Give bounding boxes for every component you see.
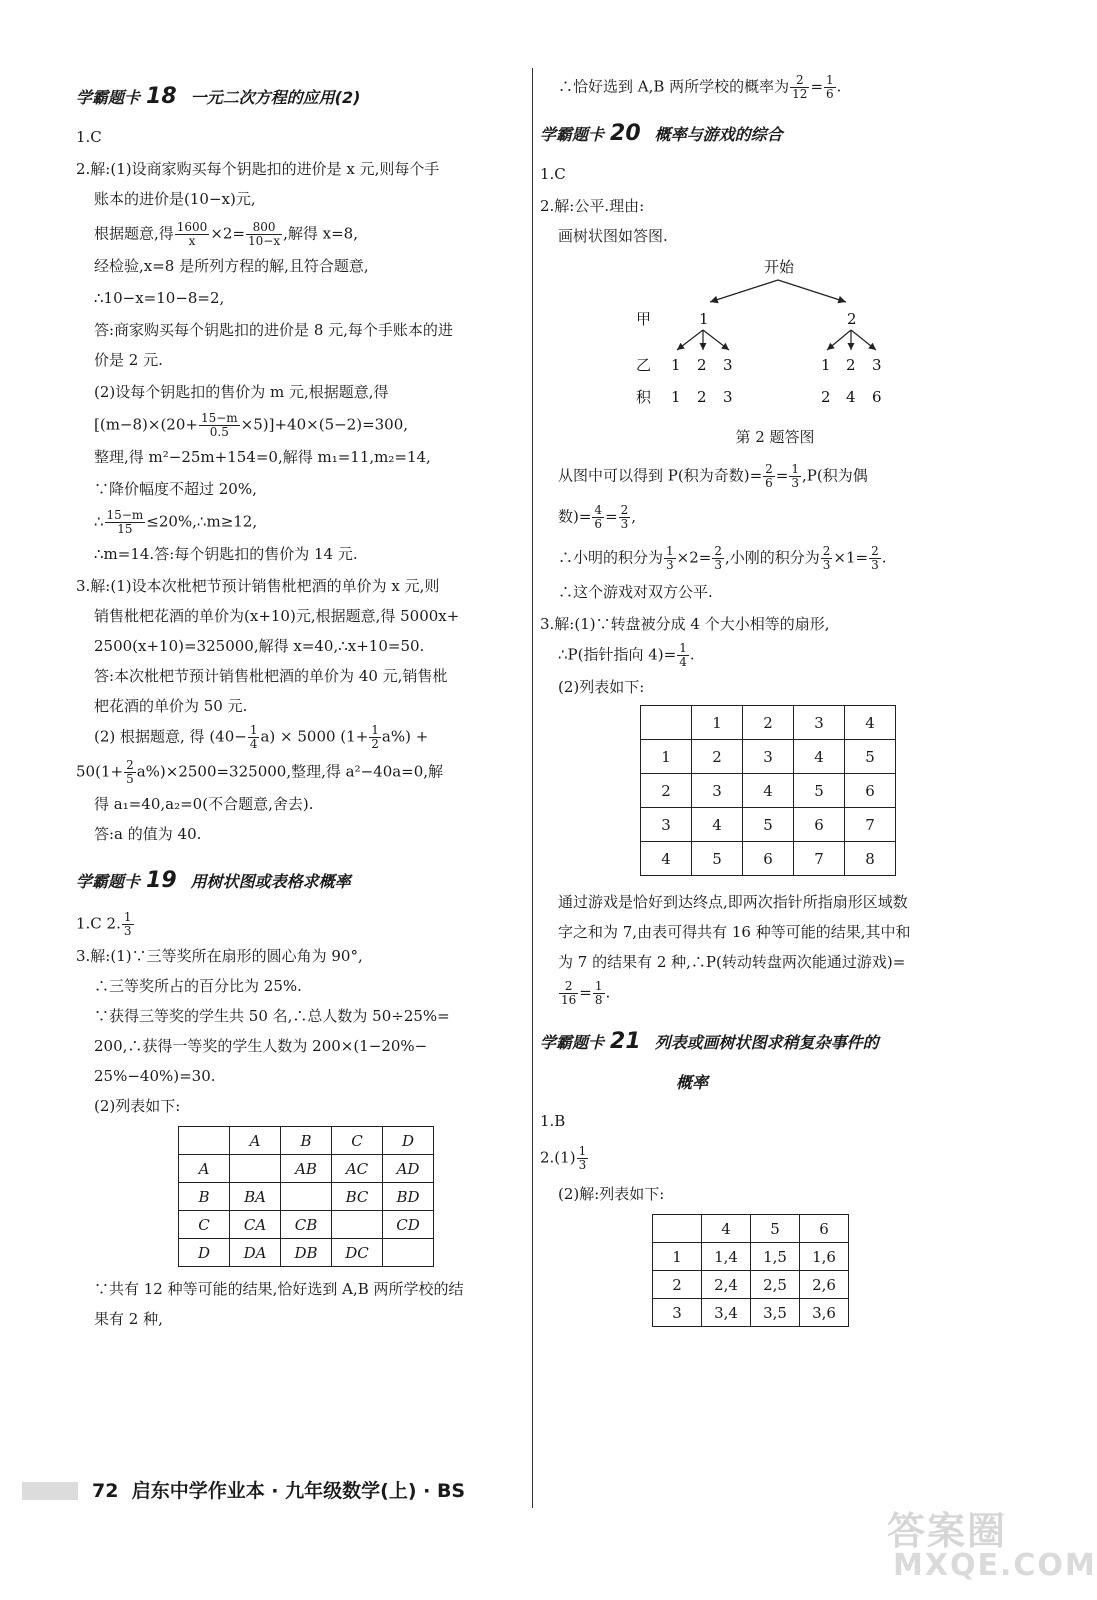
fraction: $\frac{2}{12}$ [792, 73, 808, 101]
answer-line: 经检验,x=8 是所列方程的解,且符合题意, [94, 257, 369, 275]
answer-line: ∴恰好选到 A,B 两所学校的概率为 $\frac{2}{12}$ = $\frac{1}{6}$ . [558, 73, 842, 101]
table-cell: 3,4 [702, 1299, 751, 1327]
table-cell: 6 [800, 1215, 849, 1243]
table-cell [230, 1155, 281, 1183]
table-cell: 2,5 [751, 1271, 800, 1299]
table-cell: B [179, 1183, 230, 1211]
section-18-heading: 学霸题卡 18 一元二次方程的应用(2) [76, 84, 361, 109]
table-cell: 4 [743, 774, 794, 808]
tree-row-label-jia: 甲 [636, 310, 652, 328]
table-cell: AC [332, 1155, 383, 1183]
tree-node-yi: 2 [846, 356, 856, 374]
answer-line: ∴这个游戏对双方公平. [558, 583, 713, 601]
column-divider [532, 68, 533, 1508]
answer-line: ∴P(指针指向 4)= $\frac{1}{4}$ . [558, 641, 695, 669]
fraction: $\frac{2}{3}$ [822, 544, 831, 572]
tree-start-label: 开始 [764, 258, 795, 276]
answer-line: 整理,得 m²−25m+154=0,解得 m₁=11,m₂=14, [94, 448, 431, 466]
figure-caption: 第 2 题答图 [735, 428, 815, 446]
fraction: $\frac{1}{8}$ [594, 979, 603, 1007]
fraction: $\frac{1}{3}$ [791, 462, 799, 490]
fraction: $\frac{4}{6}$ [594, 503, 603, 531]
answer-line: 1.C [540, 165, 566, 183]
fraction: $\frac{15-m}{0.5}$ [200, 411, 238, 439]
table-cell: B [281, 1127, 332, 1155]
answer-line: (2)列表如下: [558, 678, 645, 696]
fraction: $\frac{1}{6}$ [826, 73, 834, 101]
answer-line: [(m−8)×(20+ $\frac{15-m}{0.5}$ ×5)]+40×(5−2)=300, [94, 411, 409, 439]
table-row [179, 1155, 434, 1183]
fraction: $\frac{1}{3}$ [666, 544, 674, 572]
answer-line: 杷花酒的单价为 50 元. [94, 697, 248, 715]
tree-node-yi: 3 [872, 356, 882, 374]
table-row [653, 1215, 849, 1243]
table-row [641, 774, 896, 808]
table-row [179, 1211, 434, 1239]
page-number: 72 [92, 1480, 119, 1502]
answer-line: 答:本次枇杷节预计销售枇杷酒的单价为 40 元,销售枇 [94, 667, 448, 685]
answer-line: ∵获得三等奖的学生共 50 名,∴总人数为 50÷25%= [94, 1007, 450, 1025]
left-column [76, 70, 528, 1329]
table-cell: BC [332, 1183, 383, 1211]
table-cell [281, 1183, 332, 1211]
tree-product: 2 [697, 388, 707, 406]
table-cell: 2 [692, 740, 743, 774]
table-cell: 1,5 [751, 1243, 800, 1271]
pair-table [652, 1214, 849, 1327]
answer-line: 1.B [540, 1112, 566, 1130]
table-row [641, 842, 896, 876]
table-cell: 8 [845, 842, 896, 876]
answer-line: ∴三等奖所占的百分比为 25%. [94, 977, 302, 995]
answer-line: 答:a 的值为 40. [94, 825, 202, 843]
answer-line: 得 a₁=40,a₂=0(不合题意,舍去). [94, 795, 314, 813]
table-row [641, 808, 896, 842]
answer-line: 字之和为 7,由表可得共有 16 种等可能的结果,其中和 [558, 923, 911, 941]
answer-line: (2) 根据题意, 得 (40− $\frac{1}{4}$ a) × 5000 (1+ $\frac{1}{2}$ a%) + [94, 723, 429, 751]
answer-line: 200,∴获得一等奖的学生人数为 200×(1−20%− [94, 1037, 428, 1055]
table-cell: CA [230, 1211, 281, 1239]
answer-line: 3.解:(1)设本次枇杷节预计销售枇杷酒的单价为 x 元,则 [76, 577, 440, 595]
answer-line: ∴10−x=10−8=2, [94, 289, 225, 307]
tree-node-yi: 1 [671, 356, 681, 374]
table-cell: 3,5 [751, 1299, 800, 1327]
answer-line: 3.解:(1)∵三等奖所在扇形的圆心角为 90°, [76, 947, 363, 965]
table-cell: 1 [692, 706, 743, 740]
table-cell: A [230, 1127, 281, 1155]
table-cell: 5 [743, 808, 794, 842]
table-cell: 4 [794, 740, 845, 774]
answer-line: 为 7 的结果有 2 种,∴P(转动转盘两次能通过游戏)= [558, 953, 906, 971]
watermark-line2: MXQE.COM [893, 1548, 1097, 1583]
table-cell: BD [383, 1183, 434, 1211]
answer-line: ∵共有 12 种等可能的结果,恰好选到 A,B 两所学校的结 [94, 1280, 464, 1298]
sum-table [640, 705, 896, 876]
fraction: $\frac{2}{6}$ [765, 462, 773, 490]
footer-bar [22, 1482, 78, 1500]
table-row [653, 1243, 849, 1271]
answer-line: 答:商家购买每个钥匙扣的进价是 8 元,每个手账本的进 [94, 321, 453, 339]
table-cell: 5 [692, 842, 743, 876]
table-row [641, 706, 896, 740]
table-cell: 3,6 [800, 1299, 849, 1327]
table-cell: 6 [794, 808, 845, 842]
table-cell: CD [383, 1211, 434, 1239]
answer-line: 25%−40%)=30. [94, 1067, 216, 1085]
answer-line: 2.(1) $\frac{1}{3}$ [540, 1144, 587, 1172]
table-cell: 3 [653, 1299, 702, 1327]
answer-line: 2.解:公平.理由: [540, 197, 645, 215]
answer-line: $\frac{2}{16}$ = $\frac{1}{8}$ . [561, 979, 611, 1007]
table-cell: 6 [845, 774, 896, 808]
fraction: $\frac{1}{2}$ [371, 723, 379, 751]
table-cell: 2 [641, 774, 692, 808]
answer-line: 2500(x+10)=325000,解得 x=40,∴x+10=50. [94, 637, 425, 655]
table-cell [179, 1127, 230, 1155]
table-cell: 7 [845, 808, 896, 842]
answer-line: ∴小明的积分为 $\frac{1}{3}$ ×2= $\frac{2}{3}$ ,小刚的积分为 $\frac{2}{3}$ ×1= $\frac{2}{3}$ . [558, 544, 887, 572]
fraction: $\frac{15-m}{15}$ [106, 508, 144, 536]
table-cell: CB [281, 1211, 332, 1239]
tree-node-jia-2: 2 [847, 310, 857, 328]
answer-line: ∵降价幅度不超过 20%, [94, 480, 257, 498]
table-cell: 2,6 [800, 1271, 849, 1299]
table-cell: 1 [641, 740, 692, 774]
tree-product: 1 [671, 388, 681, 406]
answer-line: 1.C 2. $\frac{1}{3}$ [76, 910, 132, 938]
answer-line: 果有 2 种, [94, 1310, 163, 1328]
answer-line: 2.解:(1)设商家购买每个钥匙扣的进价是 x 元,则每个手 [76, 160, 440, 178]
table-cell: DB [281, 1239, 332, 1267]
table-cell: DA [230, 1239, 281, 1267]
tree-node-yi: 1 [821, 356, 831, 374]
book-title: 启东中学作业本 · 九年级数学(上) · BS [131, 1480, 466, 1502]
fraction: $\frac{1600}{x}$ [176, 220, 208, 248]
school-pair-table [178, 1126, 434, 1267]
answer-line: 3.解:(1)∵转盘被分成 4 个大小相等的扇形, [540, 615, 830, 633]
table-cell: AD [383, 1155, 434, 1183]
tree-node-yi: 3 [723, 356, 733, 374]
table-cell [383, 1239, 434, 1267]
table-cell: 4 [692, 808, 743, 842]
fraction: $\frac{1}{3}$ [578, 1144, 587, 1172]
table-cell: 4 [845, 706, 896, 740]
table-cell: D [383, 1127, 434, 1155]
table-row [179, 1239, 434, 1267]
table-cell [332, 1211, 383, 1239]
fraction: $\frac{800}{10-x}$ [248, 220, 281, 248]
table-row [179, 1127, 434, 1155]
answer-line: 销售枇杷花酒的单价为(x+10)元,根据题意,得 5000x+ [94, 607, 460, 625]
table-cell: 5 [751, 1215, 800, 1243]
watermark [857, 1500, 1097, 1592]
answer-line: (2)设每个钥匙扣的售价为 m 元,根据题意,得 [94, 383, 389, 401]
table-cell: 4 [702, 1215, 751, 1243]
tree-row-label-yi: 乙 [636, 356, 652, 374]
fraction: $\frac{1}{4}$ [249, 723, 258, 751]
table-cell: AB [281, 1155, 332, 1183]
table-row [641, 740, 896, 774]
tree-product: 6 [872, 388, 882, 406]
table-row [179, 1183, 434, 1211]
fraction: $\frac{1}{4}$ [679, 641, 687, 669]
table-cell: 1,6 [800, 1243, 849, 1271]
answer-line: (2)解:列表如下: [558, 1185, 665, 1203]
tree-diagram [540, 252, 1010, 412]
table-cell: 5 [845, 740, 896, 774]
answer-line: 价是 2 元. [94, 351, 163, 369]
answer-line: ∴ $\frac{15-m}{15}$ ≤20%,∴m≥12, [94, 508, 258, 536]
table-row [653, 1271, 849, 1299]
fraction: $\frac{2}{3}$ [871, 544, 879, 572]
table-cell: D [179, 1239, 230, 1267]
answer-line: (2)列表如下: [94, 1097, 181, 1115]
section-21-heading-cont: 概率 [676, 1073, 709, 1092]
table-cell: 3 [794, 706, 845, 740]
fraction: $\frac{2}{3}$ [714, 544, 722, 572]
table-cell: 6 [743, 842, 794, 876]
answer-line: 从图中可以得到 P(积为奇数)= $\frac{2}{6}$ = $\frac{1}{3}$ ,P(积为偶 [558, 462, 868, 490]
table-cell: 5 [794, 774, 845, 808]
answer-line: 账本的进价是(10−x)元, [94, 190, 256, 208]
table-cell: 2 [653, 1271, 702, 1299]
table-cell [641, 706, 692, 740]
table-cell: 2 [743, 706, 794, 740]
watermark-line1: 答案圈 [887, 1509, 1008, 1553]
answer-line: 1.C [76, 128, 102, 146]
tree-product: 2 [821, 388, 831, 406]
table-cell: 3 [692, 774, 743, 808]
fraction: $\frac{2}{5}$ [126, 758, 134, 786]
table-cell: 4 [641, 842, 692, 876]
answer-line: 通过游戏是恰好到达终点,即两次指针所指扇形区域数 [558, 893, 908, 911]
answer-line: 数)= $\frac{4}{6}$ = $\frac{2}{3}$ , [558, 503, 637, 531]
section-20-heading: 学霸题卡 20 概率与游戏的综合 [540, 121, 783, 146]
table-cell: 1,4 [702, 1243, 751, 1271]
section-21-heading: 学霸题卡 21 列表或画树状图求稍复杂事件的 [540, 1029, 879, 1054]
right-column [540, 70, 1010, 1327]
answer-line: ∴m=14.答:每个钥匙扣的售价为 14 元. [94, 545, 358, 563]
tree-node-jia-1: 1 [699, 310, 709, 328]
tree-node-yi: 2 [697, 356, 707, 374]
fraction: $\frac{1}{3}$ [123, 910, 132, 938]
table-cell: 1 [653, 1243, 702, 1271]
fraction: $\frac{2}{3}$ [620, 503, 629, 531]
table-cell: C [332, 1127, 383, 1155]
tree-product: 3 [723, 388, 733, 406]
footer-text [92, 1476, 465, 1503]
table-row [653, 1299, 849, 1327]
section-19-heading: 学霸题卡 19 用树状图或表格求概率 [76, 868, 351, 893]
tree-row-label-ji: 积 [636, 388, 652, 406]
table-cell: 2,4 [702, 1271, 751, 1299]
table-cell: C [179, 1211, 230, 1239]
answer-line: 根据题意,得 $\frac{1600}{x}$ ×2= $\frac{800}{10-x}$ ,解得 x=8, [94, 220, 358, 248]
table-cell [653, 1215, 702, 1243]
answer-line: 画树状图如答图. [558, 227, 668, 245]
table-cell: 7 [794, 842, 845, 876]
answer-line: 50(1+ $\frac{2}{5}$ a%)×2500=325000,整理,得 a²−40a=0,解 [76, 758, 444, 786]
table-cell: 3 [743, 740, 794, 774]
table-cell: BA [230, 1183, 281, 1211]
table-cell: A [179, 1155, 230, 1183]
table-cell: DC [332, 1239, 383, 1267]
fraction: $\frac{2}{16}$ [561, 979, 577, 1007]
tree-product: 4 [846, 388, 856, 406]
table-cell: 3 [641, 808, 692, 842]
